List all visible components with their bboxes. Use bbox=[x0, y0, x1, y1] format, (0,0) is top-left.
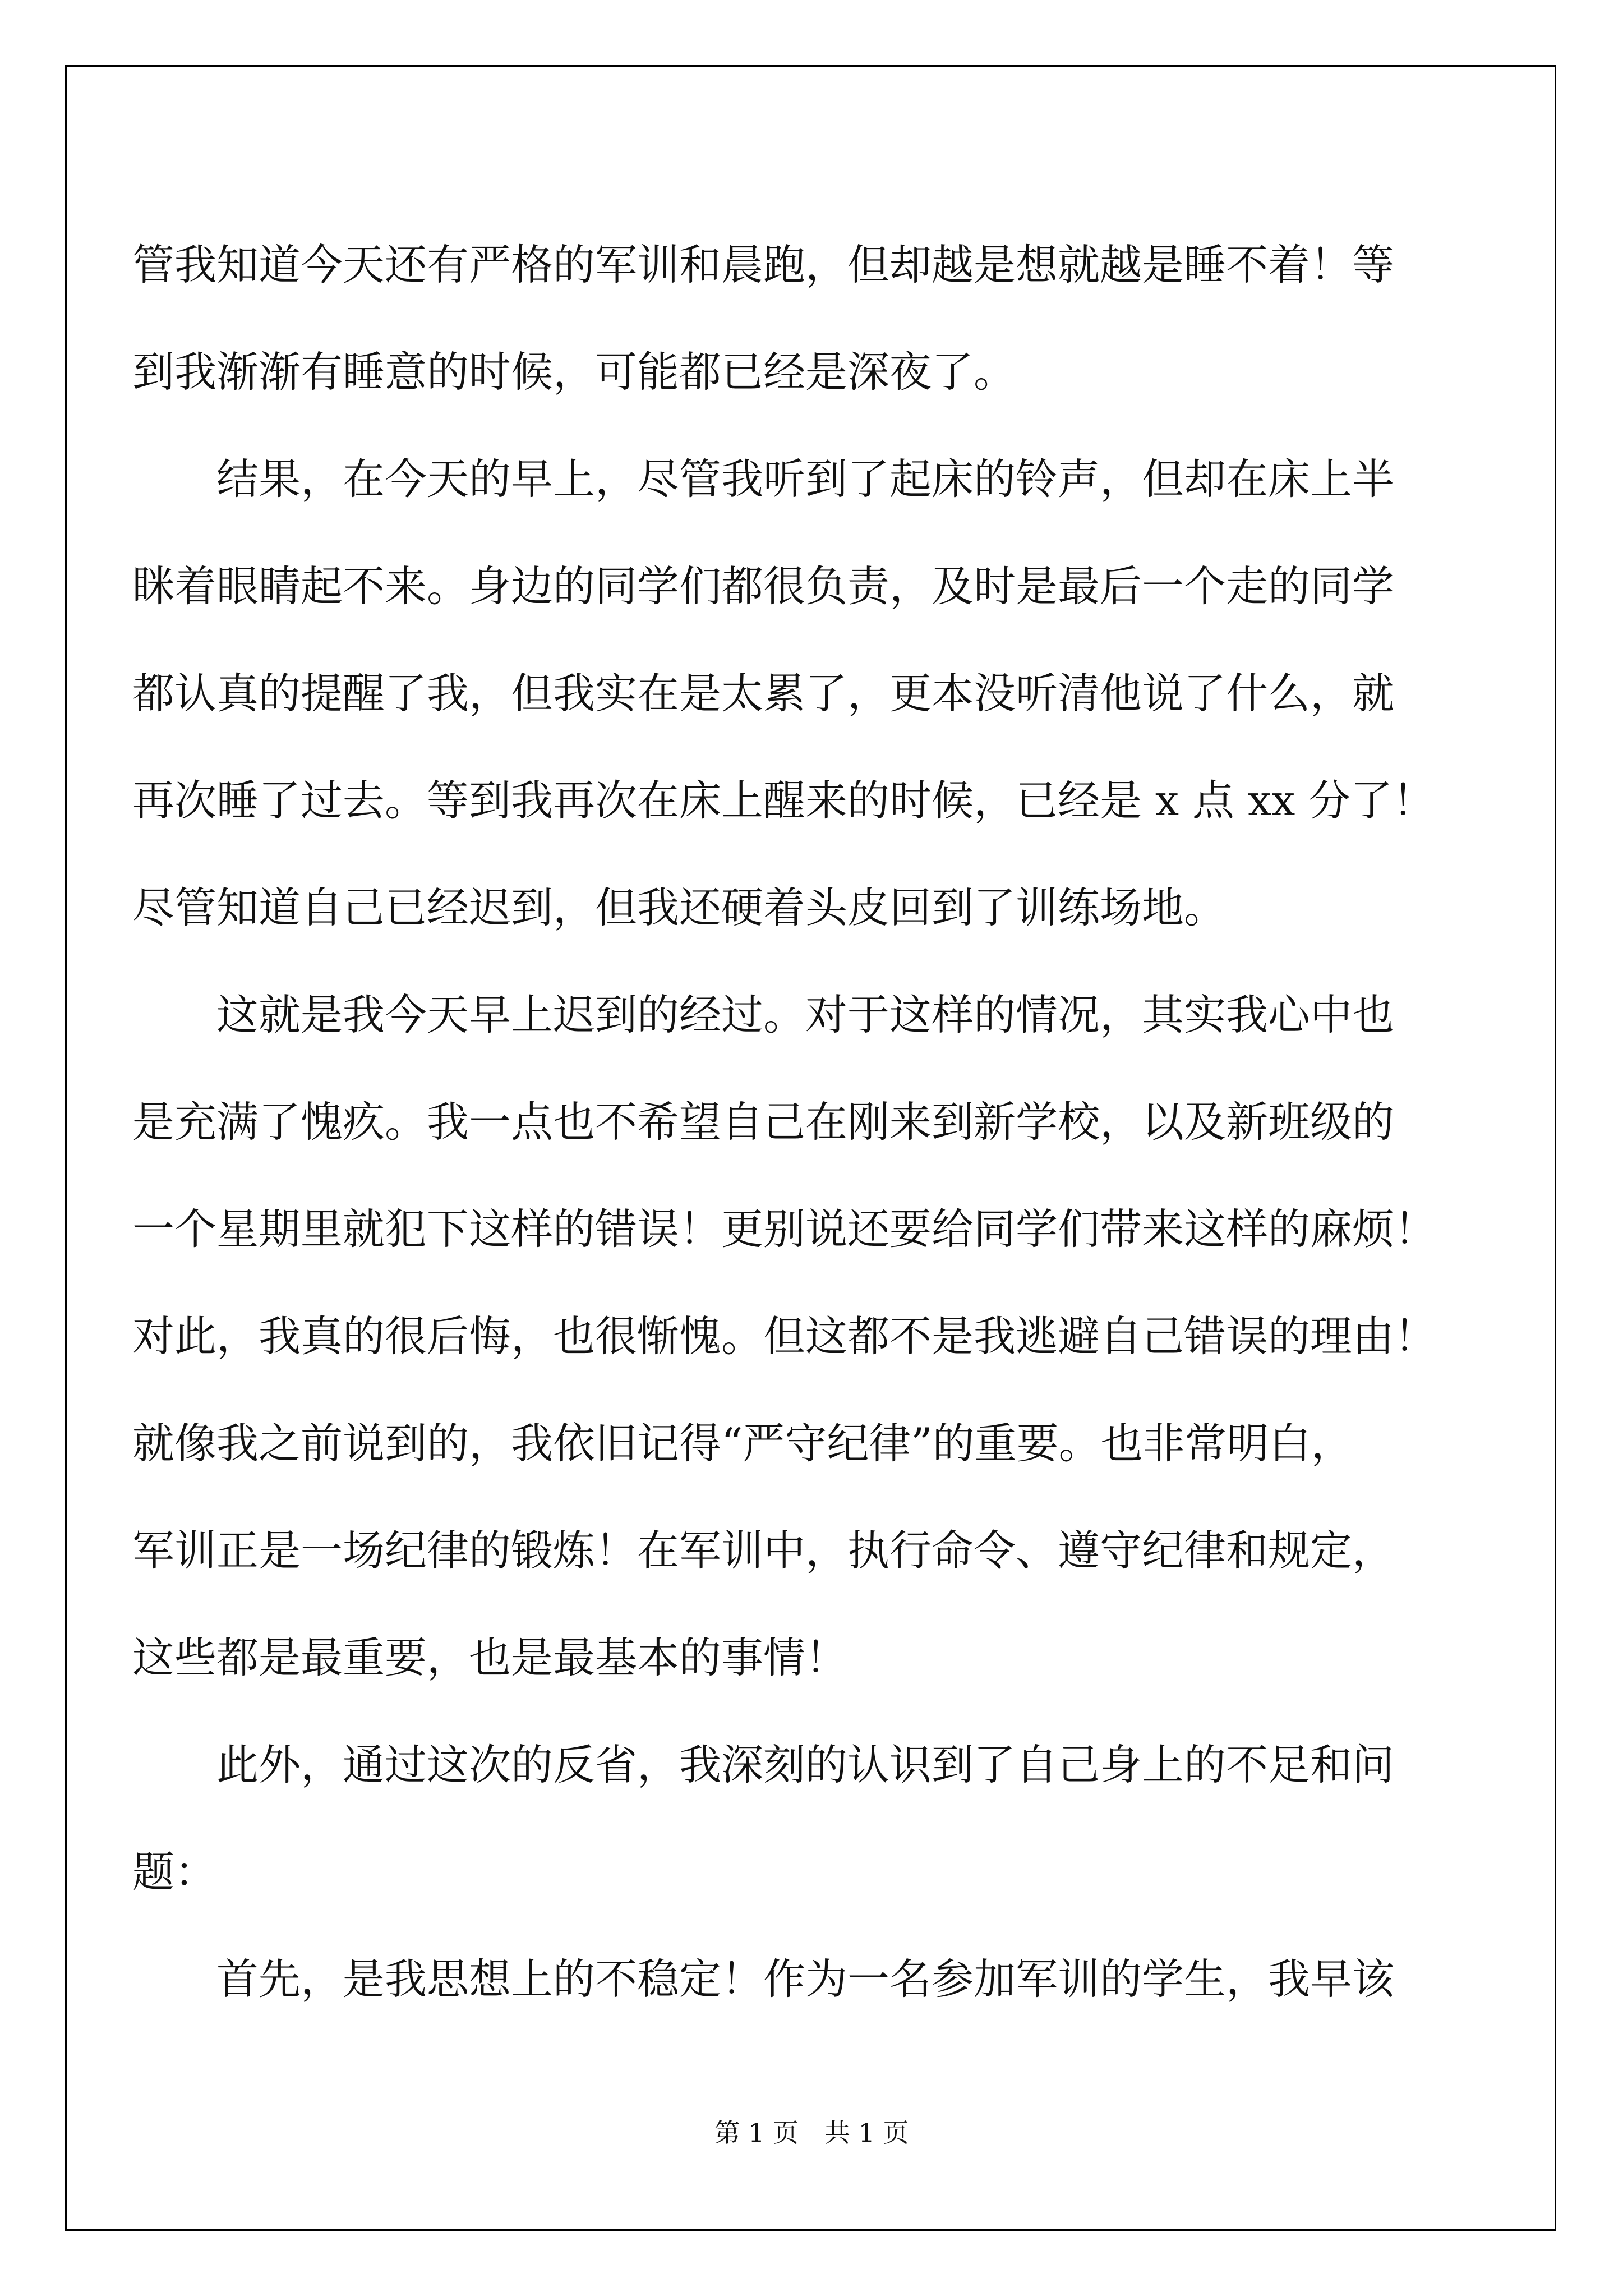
text-line: 这就是我今天早上迟到的经过。对于这样的情况，其实我心中也 bbox=[216, 990, 1395, 1039]
text-line: 一个星期里就犯下这样的错误！更别说还要给同学们带来这样的麻烦！ bbox=[132, 1204, 1437, 1254]
text-line: 此外，通过这次的反省，我深刻的认识到了自己身上的不足和问 bbox=[216, 1740, 1395, 1789]
text-line: 对此，我真的很后悔，也很惭愧。但这都不是我逃避自己错误的理由！ bbox=[132, 1312, 1437, 1361]
document-body bbox=[132, 211, 1490, 2033]
text-line: 都认真的提醒了我，但我实在是太累了，更本没听清他说了什么，就 bbox=[132, 669, 1395, 718]
text-line: 军训正是一场纪律的锻炼！在军训中，执行命令、遵守纪律和规定， bbox=[132, 1526, 1395, 1575]
text-line: 是充满了愧疚。我一点也不希望自己在刚来到新学校，以及新班级的 bbox=[132, 1097, 1395, 1147]
text-line: 首先，是我思想上的不稳定！作为一名参加军训的学生，我早该 bbox=[216, 1954, 1395, 2004]
text-line: 结果，在今天的早上，尽管我听到了起床的铃声，但却在床上半 bbox=[216, 454, 1395, 504]
text-line: 这些都是最重要，也是最基本的事情！ bbox=[132, 1633, 848, 1682]
page-footer bbox=[0, 2116, 1623, 2150]
text-line: 就像我之前说到的，我依旧记得“严守纪律”的重要。也非常明白， bbox=[132, 1419, 1353, 1468]
text-line: 再次睡了过去。等到我再次在床上醒来的时候，已经是 x 点 xx 分了！ bbox=[132, 776, 1435, 825]
text-line: 眯着眼睛起不来。身边的同学们都很负责，及时是最后一个走的同学 bbox=[132, 562, 1395, 611]
text-line: 尽管知道自己已经迟到，但我还硬着头皮回到了训练场地。 bbox=[132, 883, 1227, 932]
text-line: 管我知道今天还有严格的军训和晨跑，但却越是想就越是睡不着！等 bbox=[132, 240, 1395, 289]
text-line: 到我渐渐有睡意的时候，可能都已经是深夜了。 bbox=[132, 347, 1016, 397]
page-number: 第 1 页 共 1 页 bbox=[714, 2118, 909, 2148]
text-line: 题： bbox=[132, 1847, 217, 1897]
